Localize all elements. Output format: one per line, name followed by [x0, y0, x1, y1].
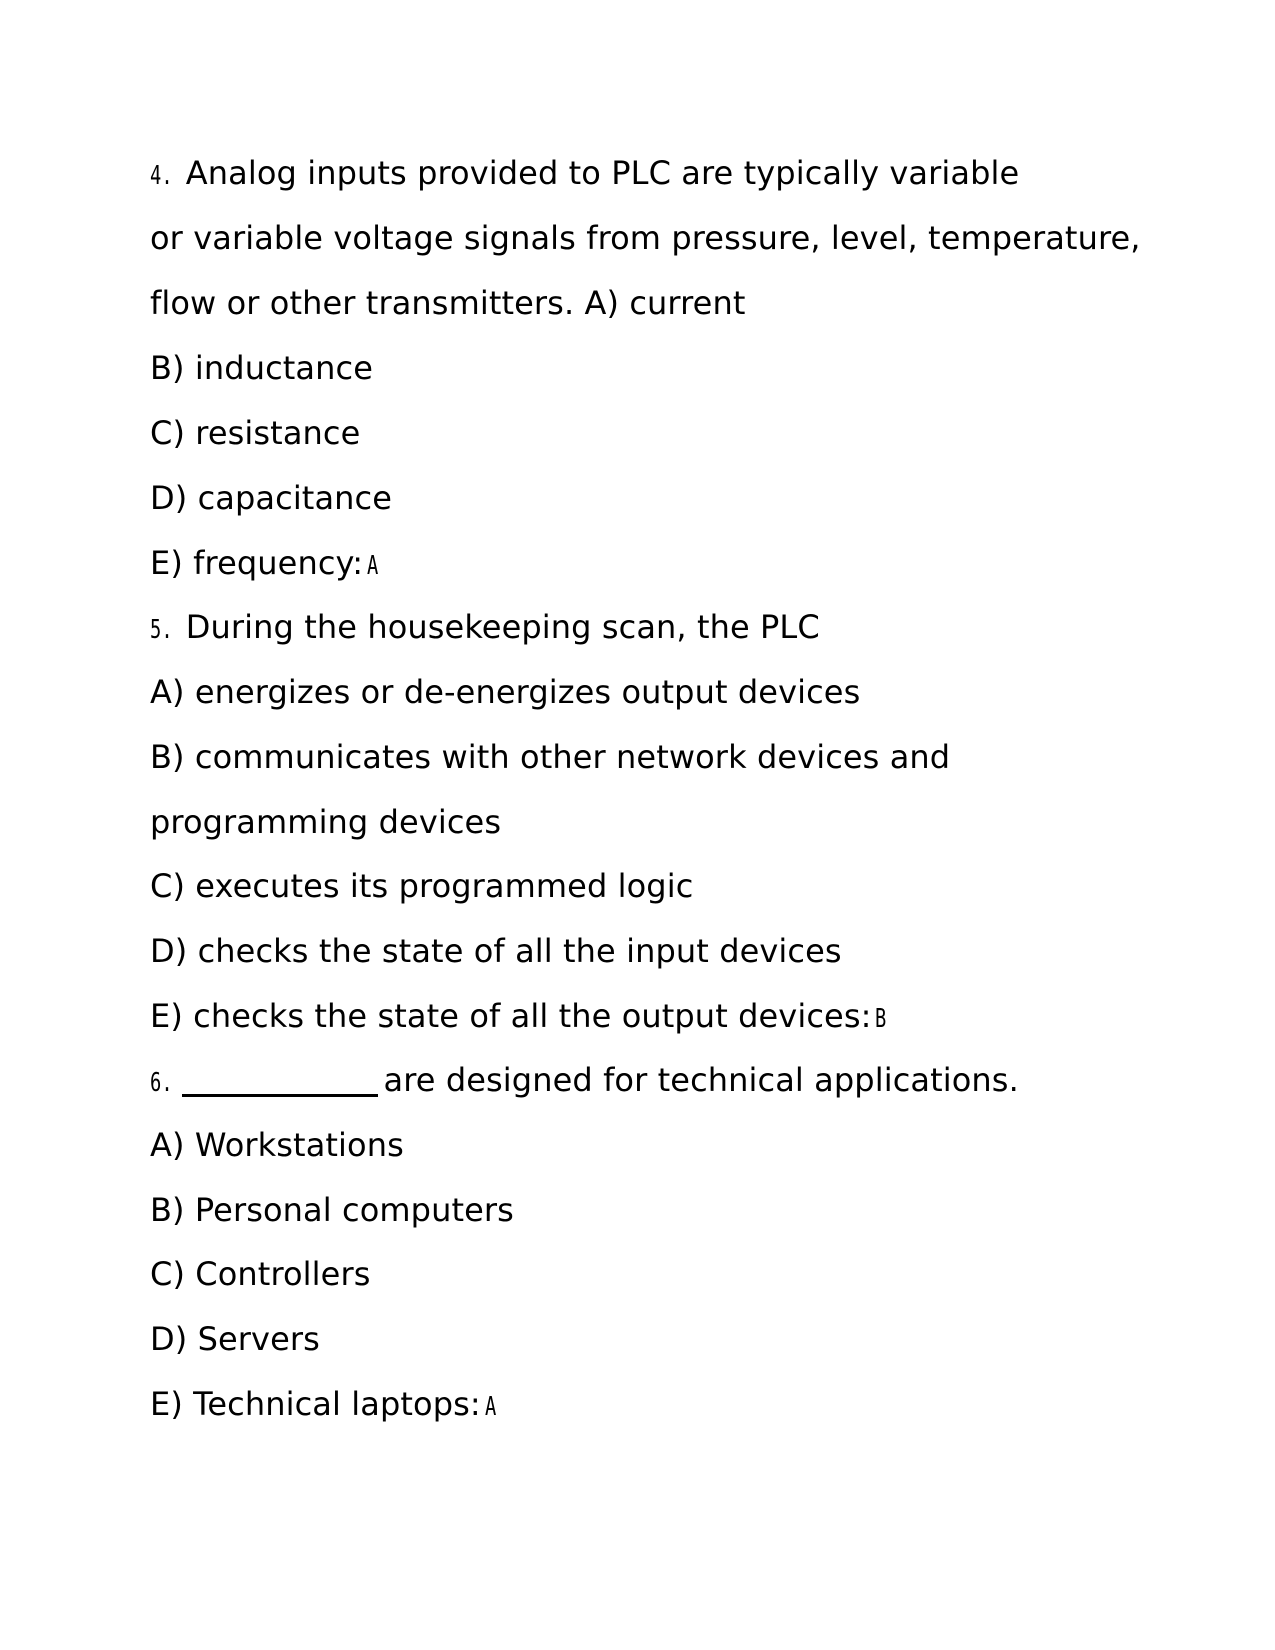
question-number: 4.	[150, 161, 173, 191]
question-4-stem-line-3: flow or other transmitters. A) current	[150, 284, 746, 322]
question-4-option-e	[150, 543, 383, 586]
question-6-option-d: D) Servers	[150, 1320, 320, 1358]
question-6-option-a: A) Workstations	[150, 1126, 404, 1164]
option-text: E) frequency:	[150, 544, 364, 582]
question-4-option-b: B) inductance	[150, 349, 373, 387]
question-5-option-b: B) communicates with other network devices and	[150, 738, 951, 776]
question-6-stem-line-1	[150, 1060, 1019, 1103]
question-4-option-d: D) capacitance	[150, 479, 393, 517]
question-number: 5.	[150, 615, 173, 645]
question-5-option-b-continued: programming devices	[150, 803, 502, 841]
option-text: E) Technical laptops:	[150, 1385, 481, 1423]
option-text: E) checks the state of all the output devices:	[150, 997, 872, 1035]
question-5-option-c: C) executes its programmed logic	[150, 867, 694, 905]
question-5-stem-line-1	[150, 607, 820, 650]
question-5-option-a: A) energizes or de-energizes output devices	[150, 673, 861, 711]
question-6-option-c: C) Controllers	[150, 1255, 371, 1293]
answer-key: A	[367, 551, 379, 581]
question-5-option-d: D) checks the state of all the input devices	[150, 932, 842, 970]
question-text: are designed for technical applications.	[383, 1061, 1019, 1099]
question-5-option-e	[150, 996, 891, 1039]
fill-in-blank	[182, 1062, 378, 1097]
question-4-stem-line-1	[150, 153, 1019, 196]
answer-key: B	[875, 1004, 887, 1034]
question-6-option-b: B) Personal computers	[150, 1191, 514, 1229]
question-text: During the housekeeping scan, the PLC	[185, 608, 820, 646]
question-6-option-e	[150, 1384, 501, 1427]
question-number: 6.	[150, 1068, 173, 1098]
answer-key: A	[484, 1392, 497, 1422]
question-text: Analog inputs provided to PLC are typically variable	[185, 154, 1020, 192]
question-4-stem-line-2: or variable voltage signals from pressure, level, temperature,	[150, 219, 1141, 257]
question-4-option-c: C) resistance	[150, 414, 361, 452]
